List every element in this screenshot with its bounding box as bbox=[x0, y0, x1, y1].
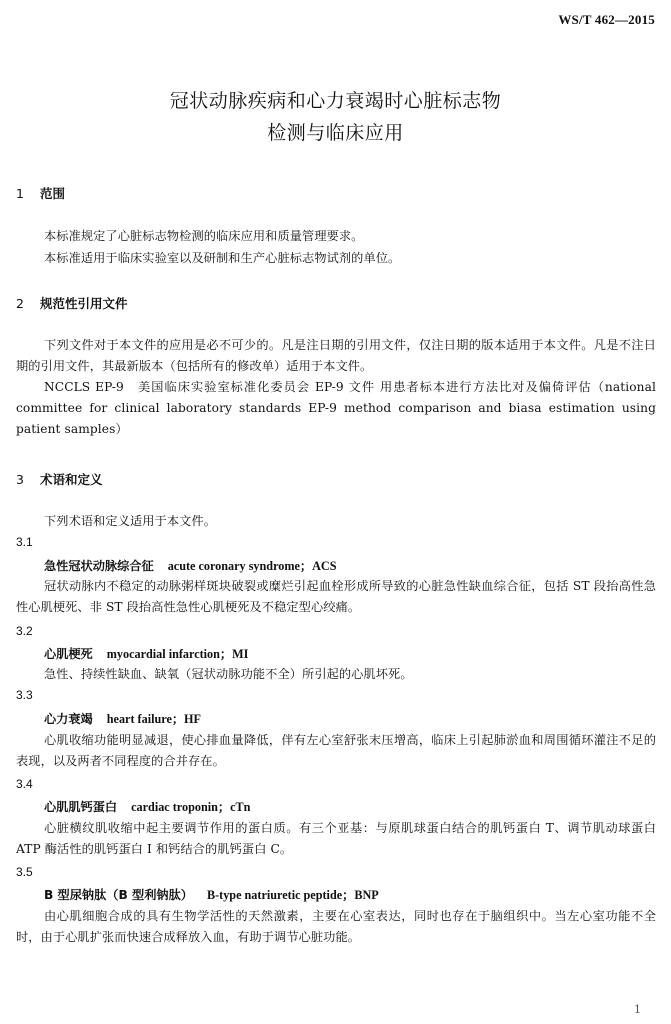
document-title-line-2: 检测与临床应用 bbox=[267, 122, 404, 144]
term-definition: 由心肌细胞合成的具有生物学活性的天然激素，主要在心室表达，同时也存在于脑组织中。当左心室功能不全时，由于心肌扩张而快速合成释放入血，有助于调节心脏功能。 bbox=[16, 909, 656, 944]
section-heading-scope bbox=[16, 184, 65, 202]
term-number: 3.5 bbox=[16, 865, 33, 879]
section-title: 术语和定义 bbox=[40, 472, 103, 487]
reference-entry: NCCLS EP-9 美国临床实验室标准化委员会 EP-9 文件 用患者标本进行方法比对及偏倚评估（national committee for clinical laboratory standards EP-9 method comparison and biasa estimation using patient samples） bbox=[16, 380, 656, 436]
section-number: 3 bbox=[16, 472, 24, 487]
section-heading-normative-references bbox=[16, 294, 128, 312]
term-number: 3.3 bbox=[16, 688, 33, 702]
section-number: 2 bbox=[16, 296, 24, 311]
term-name-cn: 急性冠状动脉综合征 bbox=[44, 559, 154, 573]
term-name-cn: 心肌肌钙蛋白 bbox=[44, 800, 118, 814]
standard-number: WS/T 462—2015 bbox=[558, 12, 655, 27]
page-number: 1 bbox=[634, 1003, 641, 1016]
term-name-cn: B 型尿钠肽（B 型利钠肽） bbox=[44, 888, 193, 902]
section-title: 范围 bbox=[40, 186, 66, 201]
term-name-en: myocardial infarction；MI bbox=[106, 647, 249, 661]
section-number: 1 bbox=[16, 186, 24, 201]
term-name-cn: 心肌梗死 bbox=[44, 647, 93, 661]
term-heading bbox=[44, 798, 250, 815]
term-name-en: acute coronary syndrome；ACS bbox=[167, 559, 337, 573]
term-name-en: B-type natriuretic peptide；BNP bbox=[206, 888, 379, 902]
term-number: 3.2 bbox=[16, 624, 33, 638]
paragraph: 下列术语和定义适用于本文件。 bbox=[44, 514, 217, 528]
term-heading bbox=[44, 710, 201, 727]
term-name-en: cardiac troponin；cTn bbox=[131, 800, 251, 814]
term-name-en: heart failure；HF bbox=[106, 712, 201, 726]
section-heading-terms-definitions bbox=[16, 470, 103, 488]
term-definition: 心肌收缩功能明显减退，使心排血量降低，伴有左心室舒张末压增高，临床上引起肺淤血和周围循环灌注不足的表现，以及两者不同程度的合并存在。 bbox=[16, 733, 656, 768]
term-definition: 心脏横纹肌收缩中起主要调节作用的蛋白质。有三个亚基：与原肌球蛋白结合的肌钙蛋白 T、调节肌动球蛋白 ATP 酶活性的肌钙蛋白 I 和钙结合的肌钙蛋白 C。 bbox=[16, 821, 656, 856]
term-number: 3.4 bbox=[16, 777, 33, 791]
term-heading bbox=[44, 557, 337, 574]
term-definition: 冠状动脉内不稳定的动脉粥样斑块破裂或糜烂引起血栓形成所导致的心脏急性缺血综合征，包括 ST 段抬高性急性心肌梗死、非 ST 段抬高性急性心肌梗死及不稳定型心绞痛。 bbox=[16, 579, 656, 614]
section-title: 规范性引用文件 bbox=[40, 296, 128, 311]
document-title-line-1: 冠状动脉疾病和心力衰竭时心脏标志物 bbox=[169, 90, 502, 112]
paragraph: 下列文件对于本文件的应用是必不可少的。凡是注日期的引用文件，仅注日期的版本适用于本文件。凡是不注日期的引用文件，其最新版本（包括所有的修改单）适用于本文件。 bbox=[16, 338, 656, 373]
term-name-cn: 心力衰竭 bbox=[44, 712, 93, 726]
term-heading bbox=[44, 645, 248, 662]
term-number: 3.1 bbox=[16, 535, 33, 549]
term-definition: 急性、持续性缺血、缺氧（冠状动脉功能不全）所引起的心肌坏死。 bbox=[44, 667, 413, 681]
paragraph: 本标准规定了心脏标志物检测的临床应用和质量管理要求。 bbox=[44, 229, 364, 243]
paragraph: 本标准适用于临床实验室以及研制和生产心脏标志物试剂的单位。 bbox=[44, 251, 401, 265]
term-heading bbox=[44, 886, 379, 903]
